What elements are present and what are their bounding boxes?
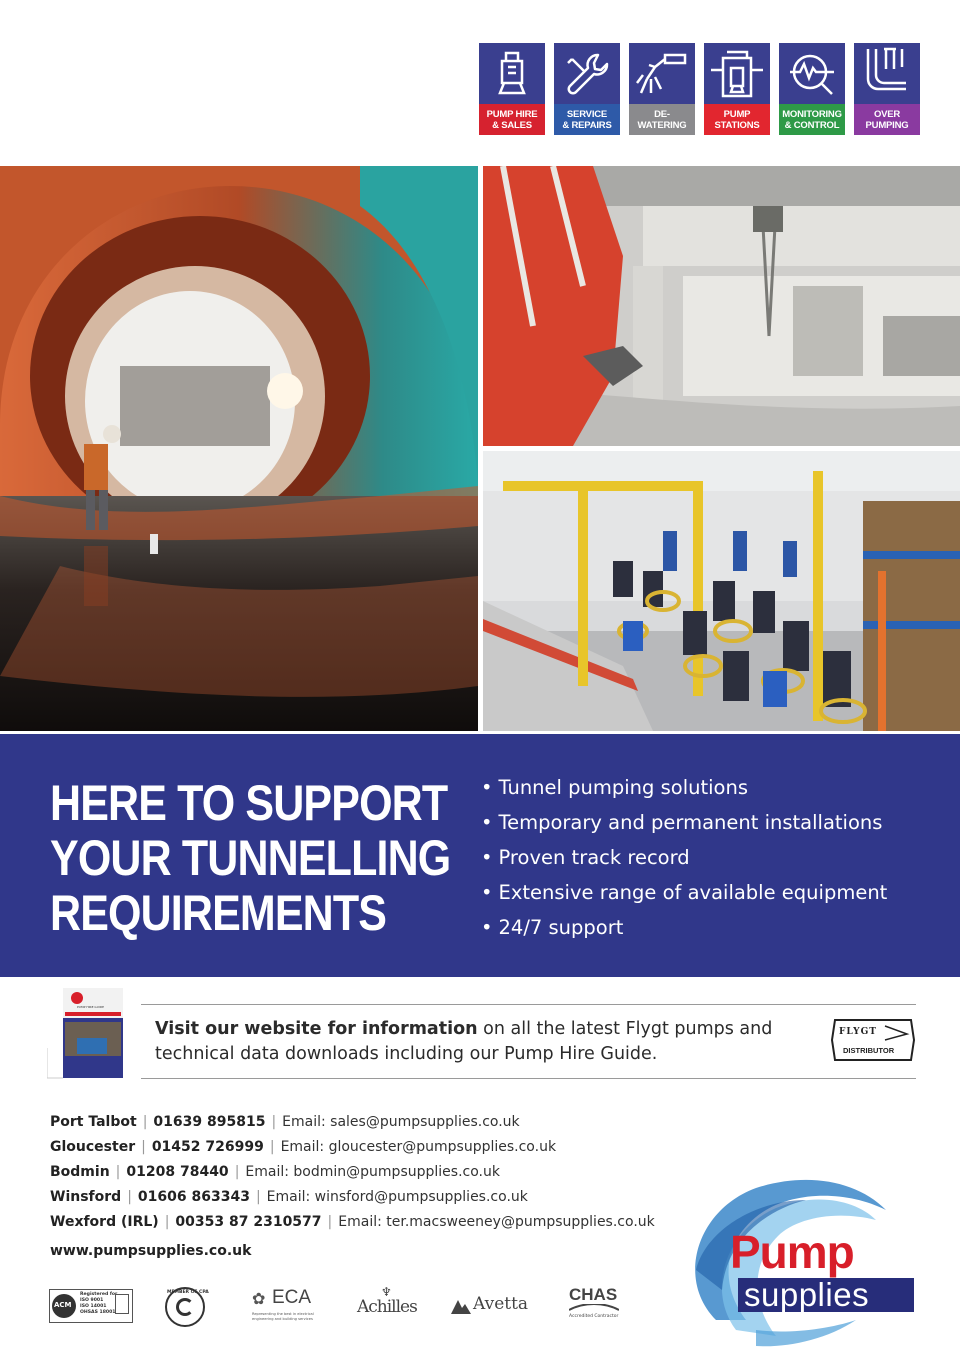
pipes-icon — [854, 43, 920, 104]
benefit-item: • Extensive range of available equipment — [481, 879, 887, 914]
separator: | — [255, 1189, 261, 1205]
contact-row — [50, 1110, 655, 1135]
acm-iso-logo — [49, 1285, 133, 1327]
eca-icon: ✿ — [252, 1289, 266, 1308]
divider — [141, 1004, 916, 1005]
website-info-bold: Visit our website for information — [155, 1019, 478, 1039]
chas-logo — [567, 1285, 637, 1327]
contact-email[interactable]: Email: winsford@pumpsupplies.co.uk — [266, 1189, 528, 1205]
benefit-item: • Temporary and permanent installations — [481, 809, 887, 844]
service-label: PUMP HIRE & SALES — [479, 104, 545, 135]
acm-line: ISO 9001 — [80, 1298, 104, 1303]
eca-logo — [252, 1285, 324, 1327]
benefit-item: • Tunnel pumping solutions — [481, 774, 887, 809]
cpa-member-logo — [163, 1285, 209, 1327]
separator: | — [234, 1164, 240, 1180]
acm-line: OHSAS 18001 — [80, 1310, 116, 1315]
banner-headline — [50, 775, 451, 941]
avetta-label: Avetta — [473, 1294, 529, 1314]
service-label: OVER PUMPING — [854, 104, 920, 135]
service-pump-stations[interactable] — [704, 43, 770, 135]
contact-location: Wexford (IRL) — [50, 1214, 159, 1230]
service-pump-hire[interactable] — [479, 43, 545, 135]
achilles-logo — [357, 1285, 419, 1327]
contact-location: Port Talbot — [50, 1114, 137, 1130]
divider — [141, 1078, 916, 1079]
contact-phone[interactable]: 01606 863343 — [137, 1189, 250, 1205]
wrench-icon — [554, 43, 620, 104]
benefits-list — [481, 774, 887, 949]
service-label: SERVICE & REPAIRS — [554, 104, 620, 135]
tunnel-photo — [0, 166, 478, 731]
contact-email[interactable]: Email: bodmin@pumpsupplies.co.uk — [245, 1164, 500, 1180]
services-strip — [479, 43, 920, 135]
service-monitoring[interactable] — [779, 43, 845, 135]
pipework-photo — [483, 166, 960, 446]
website-info-text — [155, 1017, 795, 1067]
website-info-rest: on all the latest Flygt pumps and technical data downloads including our Pump Hire Guide. — [155, 1019, 773, 1064]
monitor-icon — [779, 43, 845, 104]
benefit-item: • Proven track record — [481, 844, 887, 879]
service-over-pumping[interactable] — [854, 43, 920, 135]
headline-line: YOUR TUNNELLING — [50, 830, 451, 886]
separator: | — [327, 1214, 333, 1230]
contact-email[interactable]: Email: ter.macsweeney@pumpsupplies.co.uk — [338, 1214, 655, 1230]
contact-row — [50, 1160, 655, 1185]
acm-line: ISO 14001 — [80, 1304, 107, 1309]
acm-label: ACM — [54, 1301, 72, 1309]
achilles-label: Achilles — [357, 1297, 417, 1317]
pump-supplies-logo — [686, 1170, 926, 1350]
achilles-mark: ♆ — [381, 1285, 392, 1299]
service-dewatering[interactable] — [629, 43, 695, 135]
contact-email[interactable]: Email: sales@pumpsupplies.co.uk — [282, 1114, 520, 1130]
separator: | — [127, 1189, 132, 1205]
website-link[interactable]: www.pumpsupplies.co.uk — [50, 1243, 252, 1259]
contact-list — [50, 1110, 655, 1235]
separator: | — [142, 1114, 148, 1130]
contact-phone[interactable]: 01208 78440 — [126, 1164, 229, 1180]
pump-hire-guide-cover[interactable] — [47, 988, 140, 1080]
separator: | — [141, 1139, 146, 1155]
separator: | — [164, 1214, 170, 1230]
service-repairs[interactable] — [554, 43, 620, 135]
contact-row — [50, 1185, 655, 1210]
headline-line: REQUIREMENTS — [50, 885, 387, 941]
warehouse-photo — [483, 451, 960, 731]
separator: | — [269, 1139, 275, 1155]
guide-title: PUMP HIRE GUIDE — [77, 1005, 105, 1009]
brand-pump: Pump — [730, 1226, 854, 1278]
eca-label: ECA — [272, 1287, 312, 1308]
avetta-logo — [451, 1285, 537, 1327]
headline-line: HERE TO SUPPORT — [50, 775, 448, 831]
contact-row — [50, 1210, 655, 1235]
contact-location: Gloucester — [50, 1139, 136, 1155]
contact-row — [50, 1135, 655, 1160]
pump-station-icon — [704, 43, 770, 104]
service-label: MONITORING & CONTROL — [779, 104, 845, 135]
pump-icon — [479, 43, 545, 104]
cpa-ring-text: MEMBER OF CPA — [167, 1290, 209, 1295]
contact-phone[interactable]: 01452 726999 — [151, 1139, 264, 1155]
contact-phone[interactable]: 01639 895815 — [153, 1114, 266, 1130]
separator: | — [115, 1164, 121, 1180]
benefit-item: • 24/7 support — [481, 914, 887, 949]
service-label: PUMP STATIONS — [704, 104, 770, 135]
hose-icon — [629, 43, 695, 104]
flygt-distributor-label: DISTRIBUTOR — [843, 1046, 895, 1055]
flygt-wordmark: FLYGT — [839, 1027, 877, 1037]
chas-label: CHAS — [569, 1285, 618, 1304]
contact-location: Bodmin — [50, 1164, 110, 1180]
contact-email[interactable]: Email: gloucester@pumpsupplies.co.uk — [280, 1139, 557, 1155]
service-label: DE- WATERING — [629, 104, 695, 135]
contact-location: Winsford — [50, 1189, 122, 1205]
separator: | — [271, 1114, 277, 1130]
eca-subtext: Representing the best in electrical engineering and building services — [252, 1312, 314, 1321]
contact-phone[interactable]: 00353 87 2310577 — [175, 1214, 322, 1230]
support-banner — [0, 734, 960, 977]
chas-subtext: Accredited Contractor — [569, 1314, 619, 1319]
brand-supplies: supplies — [738, 1278, 914, 1312]
acm-line: Registered for — [80, 1292, 118, 1297]
flygt-distributor-logo — [829, 1018, 916, 1063]
